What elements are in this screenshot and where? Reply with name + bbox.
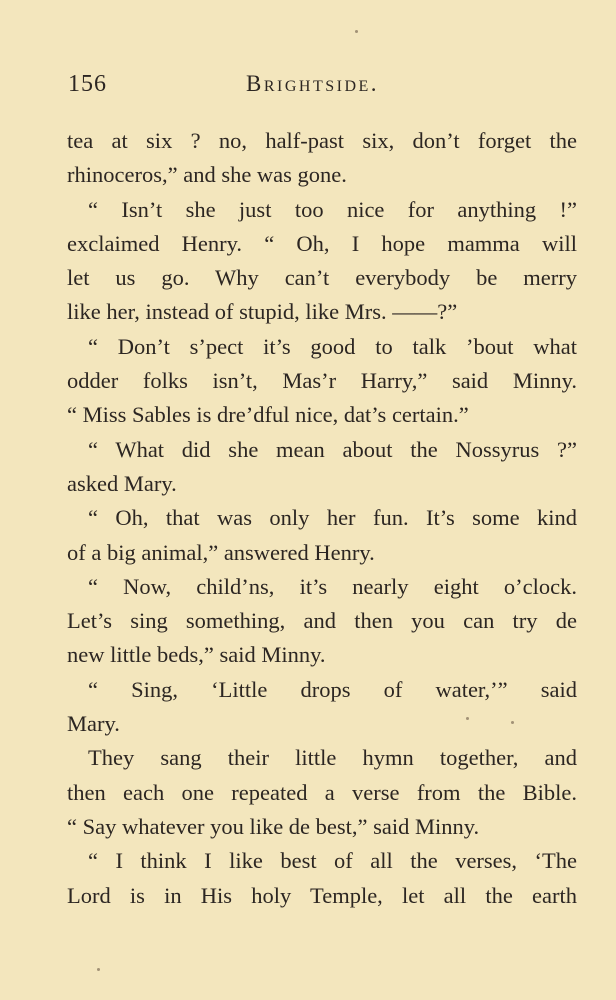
paper-speck bbox=[511, 721, 514, 724]
text-line: rhinoceros,” and she was gone. bbox=[67, 162, 347, 188]
text-line: “ Now, child’ns, it’s nearly eight o’clock. bbox=[88, 573, 577, 599]
paper-speck bbox=[355, 30, 358, 33]
text-line: new little beds,” said Minny. bbox=[67, 642, 326, 668]
paper-speck bbox=[97, 968, 100, 971]
text-line: Let’s sing something, and then you can try de bbox=[67, 608, 577, 634]
text-line: asked Mary. bbox=[67, 470, 177, 496]
body-text bbox=[67, 124, 577, 913]
paper-speck bbox=[466, 717, 469, 720]
text-line: odder folks isn’t, Mas’r Harry,” said Minny. bbox=[67, 368, 577, 394]
text-line: like her, instead of stupid, like Mrs. ——?” bbox=[67, 299, 458, 325]
page-number: 156 bbox=[68, 71, 107, 97]
text-line: “ Oh, that was only her fun. It’s some kind bbox=[88, 505, 577, 531]
running-title: Brightside. bbox=[246, 71, 380, 96]
text-line: Mary. bbox=[67, 711, 120, 737]
text-line: then each one repeated a verse from the Bible. bbox=[67, 779, 577, 805]
text-line: “ Don’t s’pect it’s good to talk ’bout what bbox=[88, 333, 577, 359]
text-line: “ Say whatever you like de best,” said Minny. bbox=[67, 813, 480, 839]
text-line: tea at six ? no, half-past six, don’t forget the bbox=[67, 128, 577, 153]
text-line: Lord is in His holy Temple, let all the earth bbox=[67, 882, 577, 908]
text-line: “ Miss Sables is dre’dful nice, dat’s certain.” bbox=[67, 402, 469, 428]
text-line: “ I think I like best of all the verses, ‘The bbox=[88, 848, 577, 874]
page-header bbox=[68, 71, 578, 105]
text-line: “ What did she mean about the Nossyrus ?” bbox=[88, 436, 577, 462]
text-line: “ Isn’t she just too nice for anything !” bbox=[88, 196, 577, 222]
text-line: “ Sing, ‘Little drops of water,’” said bbox=[88, 676, 577, 702]
text-line: exclaimed Henry. “ Oh, I hope mamma will bbox=[67, 230, 577, 256]
text-line: let us go. Why can’t everybody be merry bbox=[67, 265, 577, 291]
text-line: of a big animal,” answered Henry. bbox=[67, 539, 375, 565]
text-line: They sang their little hymn together, and bbox=[88, 745, 577, 771]
